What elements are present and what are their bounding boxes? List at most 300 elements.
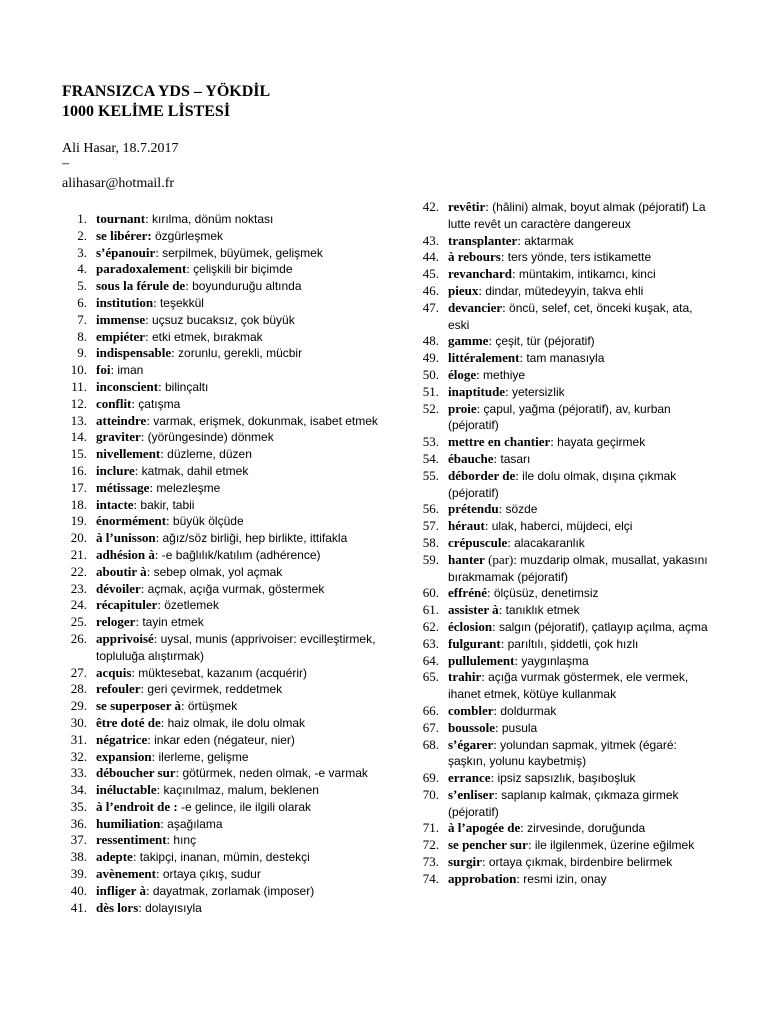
vocab-entry bbox=[62, 513, 392, 530]
entry-term: hanter bbox=[448, 551, 485, 567]
entry-term: fulgurant bbox=[448, 635, 501, 651]
vocab-entry bbox=[414, 199, 714, 233]
entry-body bbox=[96, 832, 392, 849]
entry-separator: : bbox=[149, 479, 157, 495]
vocab-entry bbox=[62, 749, 392, 766]
vocab-entry bbox=[62, 883, 392, 900]
vocab-entry bbox=[62, 446, 392, 463]
entry-separator: : bbox=[157, 597, 165, 613]
entry-number: 65. bbox=[422, 669, 439, 685]
vocab-entry bbox=[414, 669, 714, 703]
entry-separator: : bbox=[145, 882, 153, 898]
entry-definition: zirvesinde, doruğunda bbox=[527, 821, 646, 836]
vocab-entry bbox=[62, 530, 392, 547]
entry-separator: : bbox=[140, 580, 148, 596]
entry-definition: özetlemek bbox=[164, 598, 219, 613]
vocab-entry bbox=[62, 866, 392, 883]
entry-term: errance bbox=[448, 770, 491, 786]
vocab-entry bbox=[414, 602, 714, 619]
entry-number: 8. bbox=[77, 328, 87, 344]
entry-definition: açığa vurmak göstermek, ele vermek, ihanet etmek, kötüye kullanmak bbox=[448, 670, 689, 702]
entry-body bbox=[96, 597, 392, 614]
entry-separator: : bbox=[505, 383, 512, 399]
entry-definition: sebep olmak, yol açmak bbox=[153, 564, 283, 579]
entry-definition: ölçüsüz, denetimsiz bbox=[493, 586, 599, 601]
entry-separator: : bbox=[140, 429, 148, 445]
entry-number: 67. bbox=[422, 719, 439, 735]
vocab-entry bbox=[414, 837, 714, 854]
entry-definition: ortaya çıkmak, birdenbire belirmek bbox=[488, 855, 673, 870]
entry-body bbox=[96, 849, 392, 866]
entry-body bbox=[96, 799, 392, 816]
entry-term: atteindre bbox=[96, 412, 147, 428]
entry-body bbox=[448, 266, 714, 283]
entry-number: 53. bbox=[422, 434, 439, 450]
entry-number: 69. bbox=[422, 770, 439, 786]
entry-number: 29. bbox=[70, 698, 87, 714]
entry-body bbox=[448, 770, 714, 787]
entry-separator: : bbox=[131, 395, 139, 411]
entry-number: 60. bbox=[422, 585, 439, 601]
entry-definition: yaygınlaşma bbox=[521, 653, 589, 668]
entry-term: inéluctable bbox=[96, 782, 157, 798]
vocab-entry bbox=[414, 737, 714, 771]
entry-body bbox=[448, 350, 714, 367]
entry-separator: : bbox=[153, 630, 161, 646]
entry-definition: hınç bbox=[173, 833, 197, 848]
entry-separator: : bbox=[478, 282, 486, 298]
entry-separator: : bbox=[507, 534, 515, 550]
entry-definition: serpilmek, büyümek, gelişmek bbox=[162, 245, 323, 260]
entry-separator: : bbox=[134, 462, 142, 478]
entry-body bbox=[96, 345, 392, 362]
entry-separator: : bbox=[498, 501, 506, 517]
entry-term: devancier bbox=[448, 299, 503, 315]
vocab-entry bbox=[414, 283, 714, 300]
entry-definition: muzdarip olmak, musallat, yakasını bırakmamak (péjoratif) bbox=[448, 552, 708, 584]
entry-definition: tasarı bbox=[500, 451, 531, 466]
entry-number: 71. bbox=[422, 820, 439, 836]
document-title-line2: 1000 KELİME LİSTESİ bbox=[62, 103, 231, 120]
entry-term: revanchard bbox=[448, 266, 513, 282]
entry-number: 45. bbox=[422, 266, 439, 282]
entry-separator: : bbox=[516, 870, 524, 886]
entry-term: combler bbox=[448, 702, 494, 718]
entry-number: 20. bbox=[70, 530, 87, 546]
entry-definition: bakir, tabii bbox=[140, 497, 195, 512]
entry-number: 16. bbox=[70, 462, 87, 478]
entry-definition: dayatmak, zorlamak (imposer) bbox=[152, 883, 315, 898]
entry-term: paradoxalement bbox=[96, 261, 187, 277]
entry-separator: : bbox=[156, 782, 164, 798]
entry-term: avènement bbox=[96, 866, 156, 882]
vocab-entry bbox=[62, 413, 392, 430]
vocab-entry bbox=[62, 732, 392, 749]
vocab-entry bbox=[62, 849, 392, 866]
entry-separator: : bbox=[158, 378, 165, 394]
entry-number: 47. bbox=[422, 299, 439, 315]
entry-number: 28. bbox=[70, 681, 87, 697]
entry-separator: : bbox=[476, 366, 484, 382]
entry-body bbox=[96, 278, 392, 295]
entry-number: 72. bbox=[422, 837, 439, 853]
entry-separator: : bbox=[154, 546, 162, 562]
entry-number: 37. bbox=[70, 832, 87, 848]
entry-body bbox=[96, 530, 392, 547]
vocab-entry bbox=[414, 367, 714, 384]
entry-number: 21. bbox=[70, 546, 87, 562]
vocab-entry bbox=[62, 900, 392, 917]
entry-term: métissage bbox=[96, 479, 150, 495]
entry-body bbox=[448, 233, 714, 250]
entry-definition: resmi izin, onay bbox=[523, 871, 607, 886]
entry-term: trahir bbox=[448, 669, 482, 685]
vocab-entry bbox=[62, 665, 392, 682]
entry-definition: -e gelince, ile ilgili olarak bbox=[180, 799, 312, 814]
entry-body bbox=[448, 585, 714, 602]
entry-separator: : bbox=[145, 211, 152, 226]
entry-body bbox=[96, 480, 392, 497]
entry-term: éloge bbox=[448, 366, 477, 382]
entry-number: 32. bbox=[70, 748, 87, 764]
entry-separator: : bbox=[110, 362, 118, 378]
entry-term: récapituler bbox=[96, 597, 158, 613]
entry-definition: bilinçaltı bbox=[165, 379, 209, 394]
entry-separator: : bbox=[476, 400, 484, 416]
entry-number: 44. bbox=[422, 249, 439, 265]
entry-separator: : bbox=[500, 635, 508, 651]
entry-definition: geri çevirmek, reddetmek bbox=[147, 682, 283, 697]
entry-term: reloger bbox=[96, 614, 136, 630]
entry-separator: : bbox=[493, 450, 501, 466]
entry-body bbox=[96, 765, 392, 782]
entry-separator: : bbox=[171, 345, 179, 361]
entry-term: institution bbox=[96, 294, 154, 310]
entry-definition: aktarmak bbox=[524, 233, 574, 248]
entry-term: dès lors bbox=[96, 899, 139, 915]
entry-definition: ulak, haberci, müjdeci, elçi bbox=[491, 519, 633, 534]
vocab-entry bbox=[62, 631, 392, 665]
entry-number: 23. bbox=[70, 580, 87, 596]
vocab-entry bbox=[414, 434, 714, 451]
entry-term: crépuscule bbox=[448, 534, 508, 550]
entry-term: adhésion à bbox=[96, 546, 155, 562]
entry-number: 62. bbox=[422, 618, 439, 634]
vocab-entry bbox=[62, 362, 392, 379]
entry-definition: boyunduruğu altında bbox=[192, 279, 302, 294]
entry-definition: pusula bbox=[501, 720, 538, 735]
vocab-column-left bbox=[62, 211, 392, 916]
entry-term: littéralement bbox=[448, 350, 520, 366]
entry-separator: : bbox=[153, 294, 160, 310]
entry-body bbox=[448, 636, 714, 653]
entry-body bbox=[448, 199, 714, 233]
entry-number: 74. bbox=[422, 870, 439, 886]
entry-definition: özgürleşmek bbox=[154, 228, 223, 243]
entry-term: à l’unisson bbox=[96, 530, 156, 546]
entry-number: 73. bbox=[422, 854, 439, 870]
entry-body bbox=[96, 715, 392, 732]
entry-body bbox=[96, 379, 392, 396]
entry-number: 15. bbox=[70, 446, 87, 462]
entry-separator: : bbox=[486, 585, 494, 601]
entry-separator: : bbox=[493, 702, 501, 718]
vocab-entry bbox=[62, 211, 392, 228]
vocab-entry bbox=[62, 698, 392, 715]
entry-term: être doté de bbox=[96, 714, 161, 730]
entry-body bbox=[96, 329, 392, 346]
entry-definition: etki etmek, bırakmak bbox=[151, 329, 263, 344]
vocab-entry bbox=[414, 518, 714, 535]
entry-separator: : bbox=[160, 815, 168, 831]
entry-separator: : bbox=[166, 832, 174, 848]
entry-term: s’enliser bbox=[448, 786, 495, 802]
entry-body bbox=[448, 703, 714, 720]
entry-separator: : bbox=[490, 770, 498, 786]
entry-number: 11. bbox=[71, 378, 87, 394]
vocab-entry bbox=[414, 300, 714, 334]
entry-separator: : bbox=[185, 278, 193, 294]
entry-number: 54. bbox=[422, 450, 439, 466]
entry-term: sous la férule de bbox=[96, 278, 186, 294]
entry-definition: doldurmak bbox=[500, 703, 557, 718]
vocab-entry bbox=[414, 703, 714, 720]
vocab-entry bbox=[414, 636, 714, 653]
entry-separator: : bbox=[145, 311, 152, 327]
author-email: alihasar@hotmail.fr bbox=[62, 176, 175, 191]
entry-body bbox=[448, 501, 714, 518]
entry-number: 31. bbox=[70, 731, 87, 747]
vocab-column-right bbox=[414, 199, 714, 888]
entry-body bbox=[96, 900, 392, 917]
entry-body bbox=[96, 547, 392, 564]
entry-term: inclure bbox=[96, 462, 135, 478]
entry-number: 30. bbox=[70, 714, 87, 730]
entry-number: 14. bbox=[70, 429, 87, 445]
vocab-entry bbox=[62, 832, 392, 849]
entry-number: 35. bbox=[70, 798, 87, 814]
entry-number: 59. bbox=[422, 551, 439, 567]
entry-term: graviter bbox=[96, 429, 141, 445]
vocab-entry bbox=[62, 681, 392, 698]
entry-separator: : bbox=[131, 664, 139, 680]
vocab-entry bbox=[62, 463, 392, 480]
entry-term: indispensable bbox=[96, 345, 172, 361]
vocab-entry bbox=[62, 245, 392, 262]
entry-definition: çelişkili bir biçimde bbox=[193, 262, 293, 277]
vocab-entry bbox=[62, 597, 392, 614]
entry-definition: -e bağlılık/katılım (adhérence) bbox=[161, 547, 321, 562]
entry-definition: varmak, erişmek, dokunmak, isabet etmek bbox=[153, 413, 378, 428]
vocab-entry bbox=[62, 614, 392, 631]
entry-term: à rebours bbox=[448, 249, 501, 265]
vocab-entry bbox=[62, 715, 392, 732]
vocab-entry bbox=[62, 261, 392, 278]
entry-body bbox=[96, 261, 392, 278]
entry-body bbox=[96, 362, 392, 379]
entry-definition: dindar, mütedeyyin, takva ehli bbox=[485, 283, 644, 298]
entry-number: 52. bbox=[422, 400, 439, 416]
entry-term: se pencher sur bbox=[448, 837, 528, 853]
entry-definition: sözde bbox=[505, 502, 538, 517]
entry-number: 68. bbox=[422, 736, 439, 752]
vocab-entry bbox=[414, 350, 714, 367]
entry-separator: : bbox=[514, 652, 522, 668]
entry-definition: alacakaranlık bbox=[514, 535, 585, 550]
vocab-entry bbox=[414, 249, 714, 266]
vocab-entry bbox=[62, 295, 392, 312]
entry-term: se libérer: bbox=[96, 227, 152, 243]
entry-term: s’épanouir bbox=[96, 244, 156, 260]
entry-definition: tam manasıyla bbox=[526, 351, 605, 366]
entry-term: pieux bbox=[448, 282, 479, 298]
vocab-entry bbox=[62, 782, 392, 799]
entry-term: mettre en chantier bbox=[448, 434, 551, 450]
entry-body bbox=[448, 837, 714, 854]
vocab-entry bbox=[414, 333, 714, 350]
entry-definition: salgın (péjoratif), çatlayıp açılma, açma bbox=[498, 619, 708, 634]
entry-body bbox=[96, 413, 392, 430]
vocab-entry bbox=[414, 501, 714, 518]
entry-number: 3. bbox=[77, 244, 87, 260]
entry-definition: çapul, yağma (péjoratif), av, kurban (péjoratif) bbox=[448, 401, 671, 433]
vocab-entry bbox=[414, 820, 714, 837]
entry-definition: aşağılama bbox=[167, 816, 223, 831]
entry-separator: : bbox=[133, 496, 141, 512]
entry-number: 13. bbox=[70, 412, 87, 428]
document-title-line1: FRANSIZCA YDS – YÖKDİL bbox=[62, 83, 271, 100]
entry-number: 26. bbox=[70, 630, 87, 646]
entry-number: 46. bbox=[422, 282, 439, 298]
entry-definition: büyük ölçüde bbox=[172, 514, 244, 529]
entry-number: 33. bbox=[70, 765, 87, 781]
entry-number: 17. bbox=[70, 479, 87, 495]
entry-definition: öncü, selef, cet, önceki kuşak, ata, eski bbox=[448, 300, 693, 332]
entry-number: 61. bbox=[422, 602, 439, 618]
entry-separator: : bbox=[135, 614, 143, 630]
entry-separator: : bbox=[484, 518, 492, 534]
entry-body bbox=[448, 468, 714, 502]
entry-body bbox=[448, 552, 714, 586]
entry-term: proie bbox=[448, 400, 477, 416]
vocab-entry bbox=[62, 429, 392, 446]
vocab-entry bbox=[62, 564, 392, 581]
entry-term: aboutir à bbox=[96, 563, 147, 579]
entry-number: 56. bbox=[422, 501, 439, 517]
entry-term: ébauche bbox=[448, 450, 494, 466]
entry-term: tournant bbox=[96, 211, 146, 226]
vocab-entry bbox=[414, 384, 714, 401]
entry-term: inconscient bbox=[96, 378, 159, 394]
entry-definition: methiye bbox=[483, 367, 526, 382]
vocab-entry bbox=[414, 854, 714, 871]
entry-number: 7. bbox=[77, 311, 87, 327]
entry-body bbox=[96, 749, 392, 766]
entry-number: 12. bbox=[70, 395, 87, 411]
entry-definition: ters yönde, ters istikamette bbox=[507, 250, 652, 265]
entry-separator: : bbox=[492, 618, 499, 634]
entry-number: 6. bbox=[77, 294, 87, 310]
entry-number: 70. bbox=[422, 786, 439, 802]
entry-number: 41. bbox=[70, 899, 87, 915]
entry-number: 66. bbox=[422, 702, 439, 718]
entry-body bbox=[96, 631, 392, 665]
entry-separator: : bbox=[175, 765, 183, 781]
entry-body bbox=[96, 681, 392, 698]
entry-definition: uçsuz bucaksız, çok büyük bbox=[151, 312, 295, 327]
entry-number: 24. bbox=[70, 597, 87, 613]
entry-number: 49. bbox=[422, 350, 439, 366]
entry-term: déboucher sur bbox=[96, 765, 176, 781]
entry-term: s’égarer bbox=[448, 736, 494, 752]
vocab-entry bbox=[62, 278, 392, 295]
entry-term: déborder de bbox=[448, 467, 516, 483]
vocab-entry bbox=[62, 765, 392, 782]
entry-number: 50. bbox=[422, 366, 439, 382]
entry-number: 9. bbox=[77, 345, 87, 361]
entry-body bbox=[96, 866, 392, 883]
entry-body bbox=[448, 367, 714, 384]
entry-term: surgir bbox=[448, 854, 482, 870]
entry-number: 63. bbox=[422, 635, 439, 651]
entry-definition: hayata geçirmek bbox=[557, 435, 646, 450]
entry-term: héraut bbox=[448, 518, 485, 534]
entry-number: 4. bbox=[77, 261, 87, 277]
entry-number: 27. bbox=[70, 664, 87, 680]
entry-separator: : bbox=[138, 899, 146, 915]
entry-term: immense bbox=[96, 311, 146, 327]
entry-definition: katmak, dahil etmek bbox=[141, 463, 249, 478]
entry-separator: : bbox=[151, 748, 159, 764]
vocab-entry bbox=[62, 312, 392, 329]
vocab-entry bbox=[62, 396, 392, 413]
vocab-entry bbox=[414, 720, 714, 737]
entry-definition: kaçınılmaz, malum, beklenen bbox=[163, 783, 319, 798]
vocab-entry bbox=[414, 535, 714, 552]
entry-separator: (par): bbox=[484, 551, 521, 567]
entry-number: 40. bbox=[70, 882, 87, 898]
entry-definition: inkar eden (négateur, nier) bbox=[154, 732, 295, 747]
entry-definition: ortaya çıkış, sudur bbox=[162, 867, 261, 882]
entry-body bbox=[448, 787, 714, 821]
entry-separator: : bbox=[145, 328, 152, 344]
entry-body bbox=[96, 665, 392, 682]
vocab-entry bbox=[62, 379, 392, 396]
entry-body bbox=[448, 249, 714, 266]
entry-body bbox=[96, 211, 392, 228]
entry-definition: götürmek, neden olmak, -e varmak bbox=[182, 766, 368, 781]
entry-body bbox=[448, 669, 714, 703]
vocab-entry bbox=[62, 480, 392, 497]
entry-number: 36. bbox=[70, 815, 87, 831]
entry-body bbox=[96, 816, 392, 833]
entry-definition: haiz olmak, ile dolu olmak bbox=[167, 715, 306, 730]
entry-number: 10. bbox=[70, 362, 87, 378]
entry-number: 55. bbox=[422, 467, 439, 483]
entry-number: 38. bbox=[70, 849, 87, 865]
entry-body bbox=[448, 602, 714, 619]
entry-body bbox=[448, 451, 714, 468]
entry-separator: : bbox=[166, 513, 173, 529]
entry-separator: : bbox=[494, 786, 502, 802]
entry-definition: dolayısıyla bbox=[145, 900, 202, 915]
entry-definition: takipçi, inanan, mümin, destekçi bbox=[139, 850, 310, 865]
vocab-entry bbox=[62, 345, 392, 362]
vocab-entry bbox=[414, 552, 714, 586]
vocab-entry bbox=[414, 770, 714, 787]
entry-separator: : bbox=[519, 350, 527, 366]
entry-separator: : bbox=[481, 854, 489, 870]
